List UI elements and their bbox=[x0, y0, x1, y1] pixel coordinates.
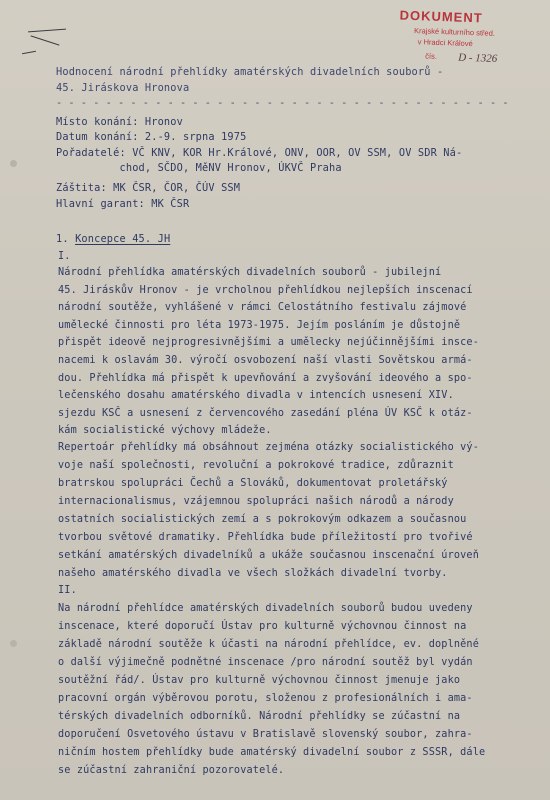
stamp-line-1: Krajské kulturního střed. bbox=[413, 26, 496, 38]
punch-hole bbox=[10, 160, 17, 167]
body-line: se zúčastní zahraniční pozorovatelé. bbox=[58, 765, 285, 776]
body-line: o další výjimečně podnětné inscenace /pro národní soutěž byl vydán bbox=[58, 657, 473, 668]
body-line: voje naší společnosti, revoluční a pokrokové tradice, zdůraznit bbox=[58, 460, 454, 471]
meta-line: Datum konání: 2.-9. srpna 1975 bbox=[56, 131, 247, 143]
roman-numeral-1: I. bbox=[58, 251, 71, 262]
body-line: ostatních socialistických zemí a s pokrokovým odkazem a současnou bbox=[58, 514, 467, 525]
body-line: nacemi k oslavám 30. výročí osvobození naší vlasti Sovětskou armá- bbox=[58, 355, 473, 366]
meta-line: chod, SČDO, MěNV Hronov, ÚKVČ Praha bbox=[56, 162, 342, 174]
body-line: Národní přehlídka amatérských divadelních souborů - jubilejní bbox=[58, 267, 442, 278]
body-line: térských divadelních odborníků. Národní přehlídky se zúčastní na bbox=[58, 711, 461, 722]
body-line: doporučení Osvetového ústavu v Bratislavě slovenský soubor, zahra- bbox=[58, 729, 473, 740]
document-title-line-2: 45. Jiráskova Hronova bbox=[56, 82, 190, 94]
body-line: Na národní přehlídce amatérských divadelních souborů budou uvedeny bbox=[58, 603, 473, 614]
stamp-line-3: čís. bbox=[425, 51, 438, 61]
stamp-title: DOKUMENT bbox=[399, 7, 483, 26]
meta-line: Místo konání: Hronov bbox=[56, 116, 183, 128]
body-line: dou. Přehlídka má přispět k upevňování a zvyšování ideového a spo- bbox=[58, 373, 473, 384]
body-line: národní soutěže, vyhlášené v rámci Celostátního festivalu zájmové bbox=[58, 302, 467, 313]
section-heading bbox=[56, 233, 170, 245]
punch-hole bbox=[10, 640, 17, 647]
body-line: pracovní orgán výběrovou porotu, složenou z profesionálních i ama- bbox=[58, 693, 473, 704]
body-line: Repertoár přehlídky má obsáhnout zejména otázky socialistického vý- bbox=[58, 442, 479, 453]
stamp-line-2: v Hradci Králové bbox=[417, 37, 473, 49]
body-line: přispět ideově nejprogresivnějšími a umělecky nejúčinnějšími insce- bbox=[58, 337, 479, 348]
body-line: tvorbou světové dramatiky. Přehlídka bude příležitostí pro tvořivé bbox=[58, 532, 473, 543]
roman-numeral-2: II. bbox=[58, 585, 77, 596]
body-line: našeho amatérského divadla ve všech složkách divadelní tvorby. bbox=[58, 568, 448, 579]
body-line: lečenského dosahu amatérského divadla v intencích usnesení XIV. bbox=[58, 390, 454, 401]
body-line: soutěžní řád/. Ústav pro kulturně výchovnou činnost jmenuje jako bbox=[58, 675, 461, 686]
document-title-line-1: Hodnocení národní přehlídky amatérských divadelních souborů - bbox=[56, 66, 444, 78]
body-line: 45. Jiráskův Hronov - je vrcholnou přehlídkou nejlepších inscenací bbox=[58, 285, 473, 296]
meta-line: Záštita: MK ČSR, ČOR, ČÚV SSM bbox=[56, 182, 241, 194]
stamp-number: D - 1326 bbox=[457, 51, 498, 65]
body-line: bratrskou spolupráci Čechů a Slováků, dokumentovat proletářský bbox=[58, 478, 448, 489]
meta-line: Pořadatelé: VČ KNV, KOR Hr.Králové, ONV, OOR, OV SSM, OV SDR Ná- bbox=[56, 147, 463, 159]
body-line: sjezdu KSČ a usnesení z červencového zasedání pléna ÚV KSČ k otáz- bbox=[58, 408, 473, 419]
meta-line: Hlavní garant: MK ČSR bbox=[56, 198, 190, 210]
body-line: kám socialistické výchovy mládeže. bbox=[58, 425, 272, 436]
section-title: Koncepce 45. JH bbox=[75, 233, 171, 245]
body-line: inscenace, které doporučí Ústav pro kulturně výchovnou činnost na bbox=[58, 621, 467, 632]
title-separator: - - - - - - - - - - - - - - - - - - - - - - - - - - - - - - - - - - - - - bbox=[56, 97, 509, 109]
body-line: ničním hostem přehlídky bude amatérský divadelní soubor z SSSR, dále bbox=[58, 747, 486, 758]
body-line: umělecké činnosti pro léta 1973-1975. Jejím posláním je důstojně bbox=[58, 320, 461, 331]
body-line: základě národní soutěže k účasti na národní přehlídce, ev. doplněné bbox=[58, 639, 479, 650]
document-stamp bbox=[353, 4, 545, 71]
body-line: internacionalismus, vzájemnou spolupráci našich národů a národy bbox=[58, 496, 454, 507]
section-number: 1. bbox=[56, 233, 69, 245]
body-line: setkání amatérských divadelníků a ukáže současnou inscenační úroveň bbox=[58, 550, 479, 561]
